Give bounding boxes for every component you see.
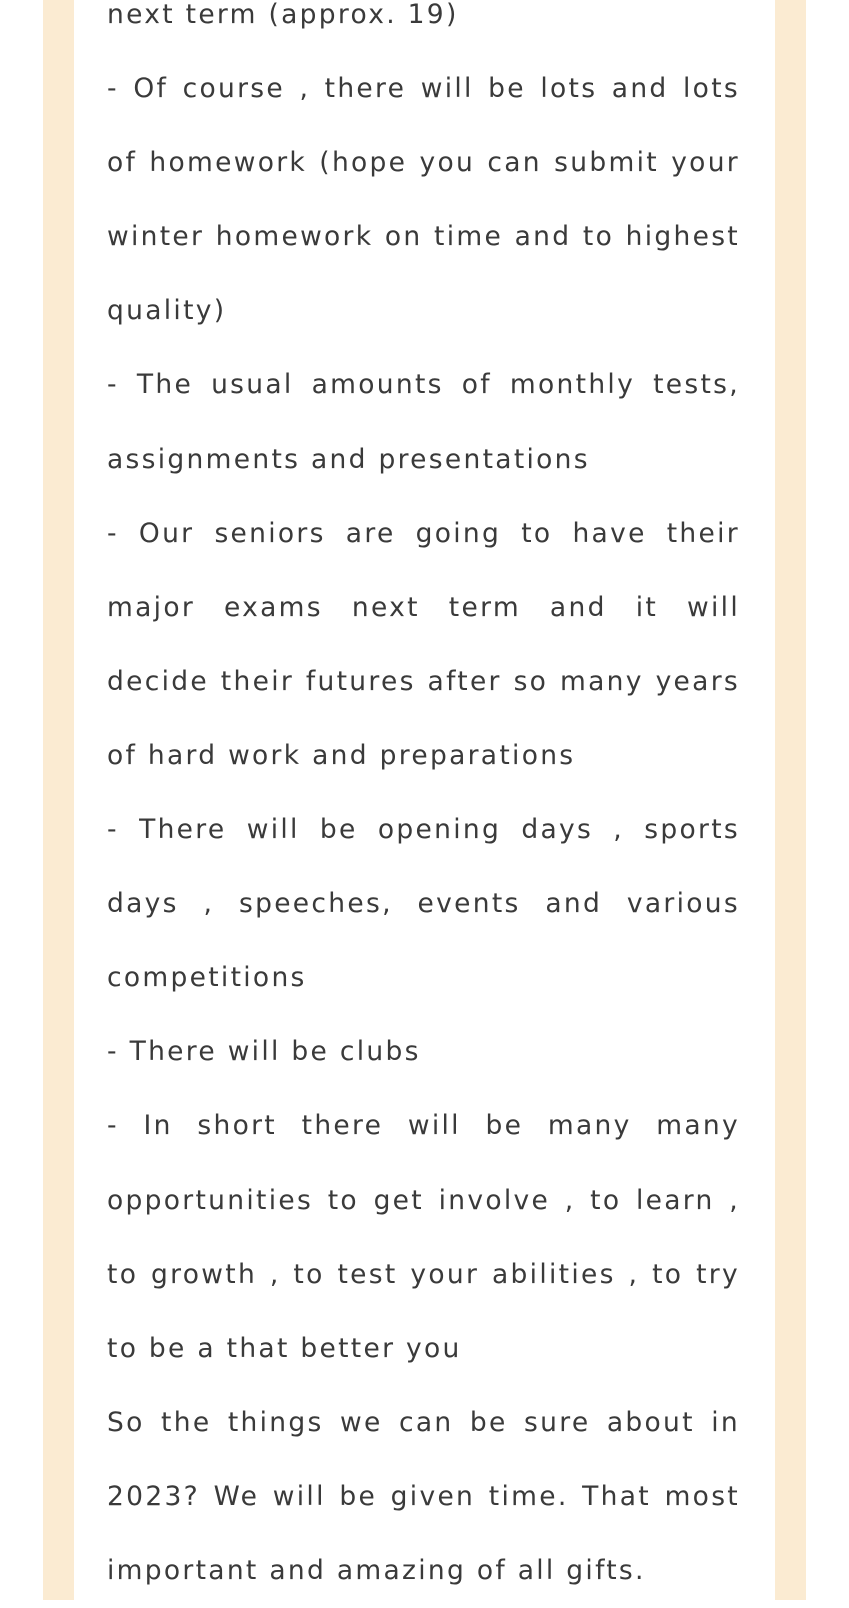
paragraph-conclusion: So the things we can be sure about in 2023? We will be given time. That most important and amazing of all gifts. <box>107 1406 740 1586</box>
paragraph-clubs: - There will be clubs <box>107 1036 421 1068</box>
paragraph-tests: - The usual amounts of monthly tests, assignments and presentations <box>107 369 740 475</box>
paragraph-opportunities: - In short there will be many many opportunities to get involve , to learn , to growth , to test your abilities , to try to be a that better you <box>107 1110 740 1364</box>
paragraph-events: - There will be opening days , sports days , speeches, events and various competitions <box>107 814 740 994</box>
paragraph-seniors-exams: - Our seniors are going to have their major exams next term and it will decide their futures after so many years of hard work and preparations <box>107 517 740 771</box>
paragraph-next-term: next term (approx. 19) <box>107 0 459 30</box>
paragraph-homework: - Of course , there will be lots and lots of homework (hope you can submit your winter homework on time and to highest quality) <box>107 73 740 327</box>
article-body <box>107 0 740 1608</box>
